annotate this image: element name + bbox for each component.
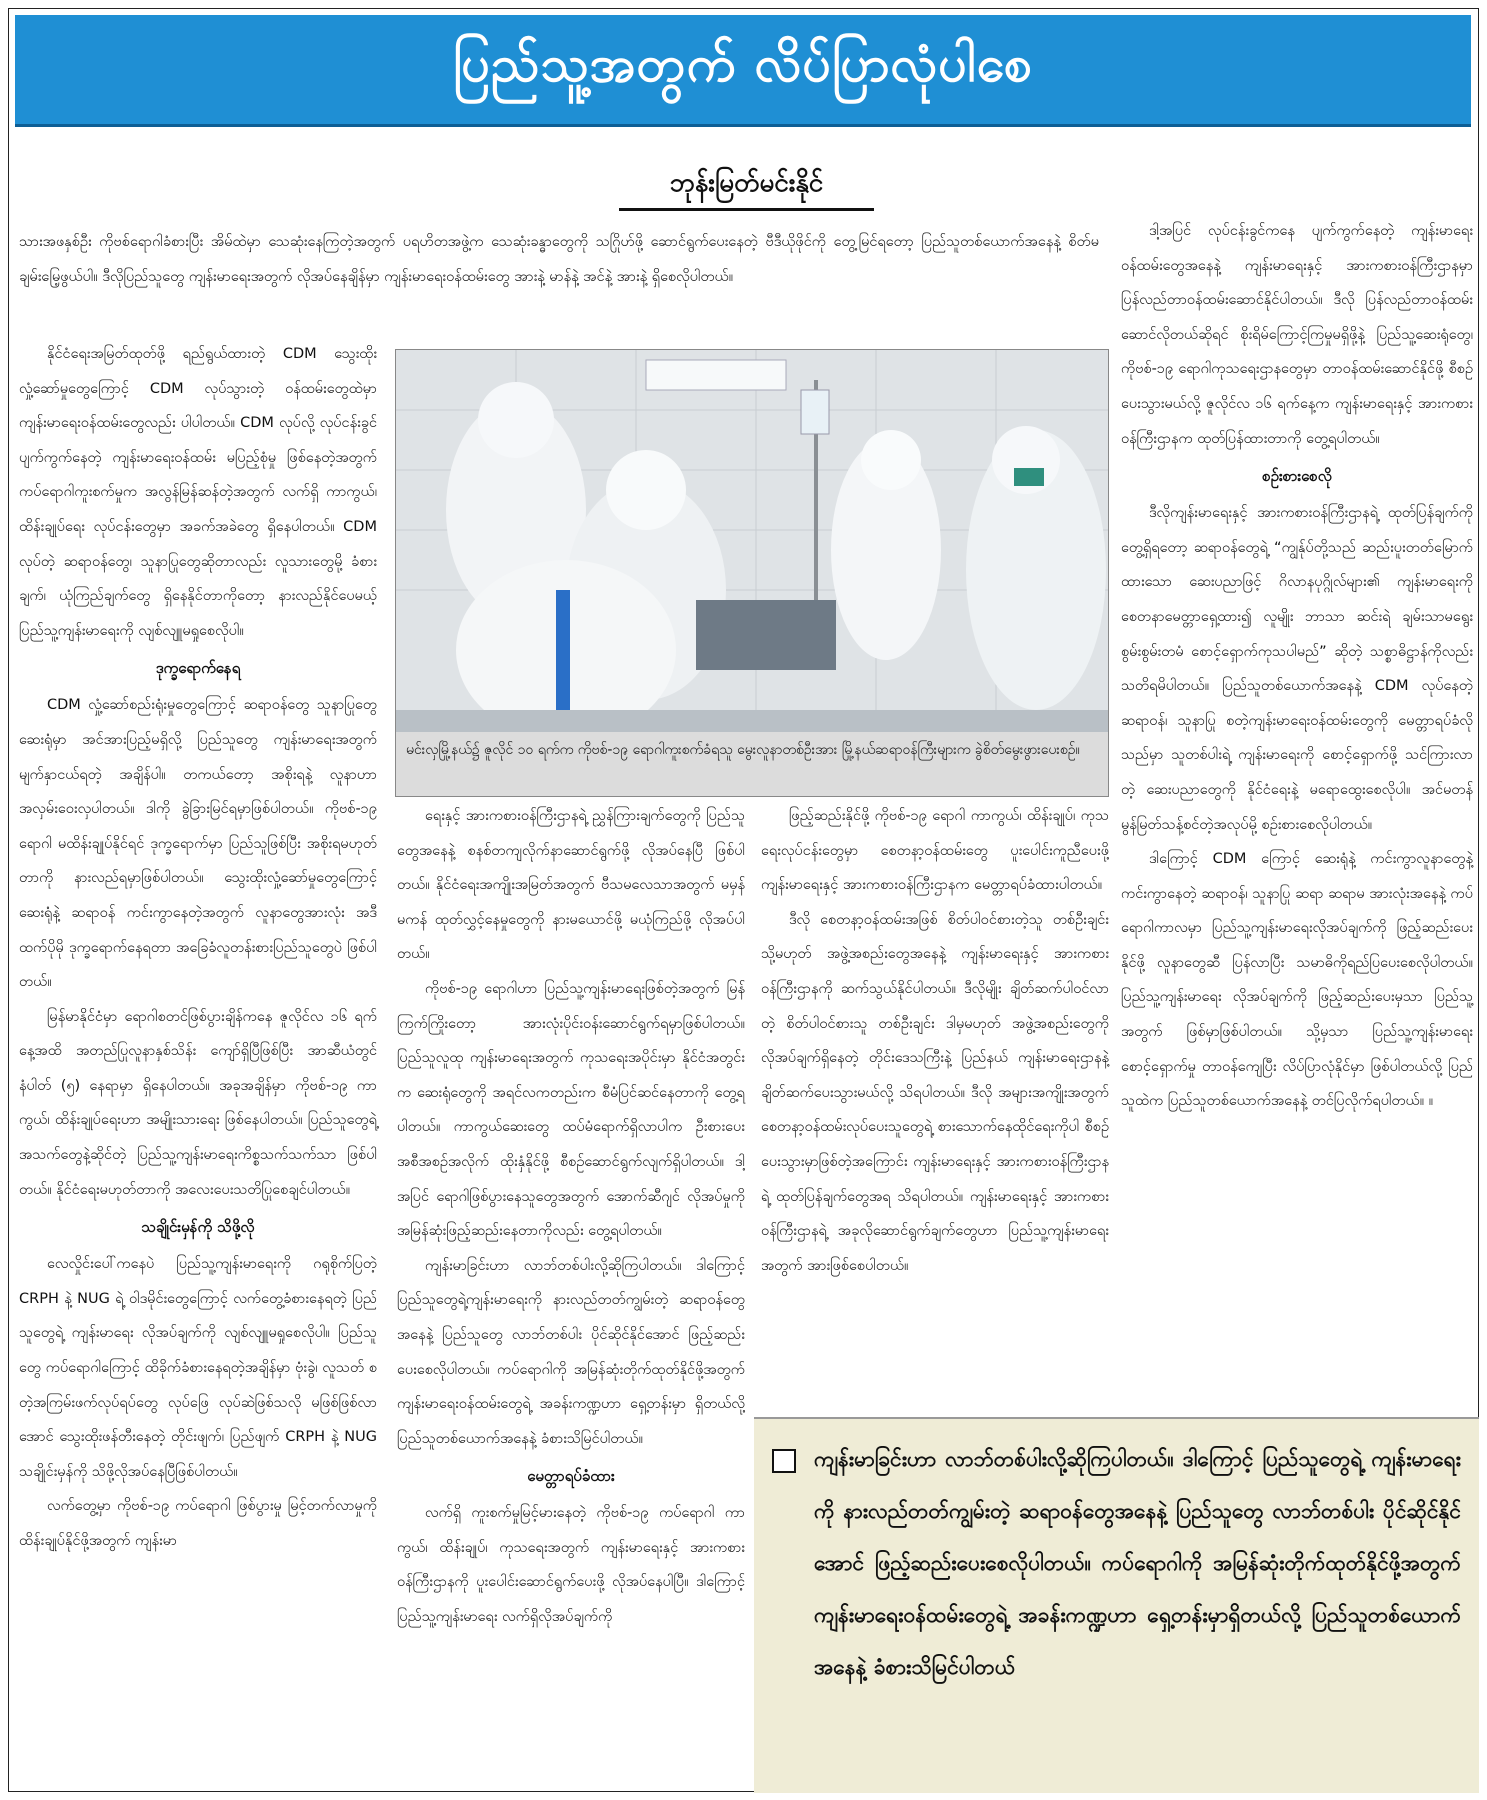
subheading: သချိုင်းမှန်ကို သိဖို့လို: [141, 1218, 255, 1237]
paragraph: ဒါ့အပြင် လုပ်ငန်းခွင်ကနေ ပျက်ကွက်နေတဲ့ ကျန်းမာရေးဝန်ထမ်းတွေအနေနဲ့ ကျန်းမာရေးနှင့် အားကစားဝန်ကြီးဌာနမှာ ပြန်လည်တာဝန်ထမ်းဆောင်နိုင်ပါတယ်။ ဒီလို ပြန်လည်တာဝန်ထမ်းဆောင်လိုတယ်ဆိုရင် စိုးရိမ်ကြောင့်ကြမှုမရှိဖို့နဲ့ ပြည်သူ့ဆေးရုံတွေ၊ ကိုဗစ်-၁၉ ရောဂါကုသရေးဌာနတွေမှာ တာဝန်ထမ်းဆောင်နိုင်ဖို့ စီစဉ်ပေးသွားမယ်လို့ ဇူလိုင်လ ၁၆ ရက်နေ့က ကျန်းမာရေးနှင့် အားကစားဝန်ကြီးဌာနက ထုတ်ပြန်ထားတာကို တွေ့ရပါတယ်။: [1121, 223, 1473, 447]
headline: ပြည်သူ့အတွက် လိပ်ပြာလုံပါစေ: [453, 35, 1033, 93]
column-1: [19, 337, 377, 1559]
paragraph: ဒီလိုကျန်းမာရေးနှင့် အားကစားဝန်ကြီးဌာနရဲ့ ထုတ်ပြန်ချက်ကို တွေ့ရှိရတော့ ဆရာဝန်တွေရဲ့ “ကျွန်ုပ်တို့သည် ဆည်းပူးတတ်မြောက်ထားသော ဆေးပညာဖြင့် ဂိလာနပုဂ္ဂိုလ်များ၏ ကျန်းမာရေးကို စေတနာမေတ္တာရှေ့ထား၍ လူမျိုး ဘာသာ ဆင်းရဲ ချမ်းသာမရွေး စွမ်းစွမ်းတမံ စောင့်ရှောက်ကုသပါမည်” ဆိုတဲ့ သစ္စာဓိဋ္ဌာန်ကိုလည်း သတိရမိပါတယ်။ ပြည်သူတစ်ယောက်အနေနဲ့ CDM လုပ်နေတဲ့ ဆရာဝန်၊ သူနာပြု စတဲ့ကျန်းမာရေးဝန်ထမ်းတွေကို မေတ္တာရပ်ခံလိုသည်မှာ သူတစ်ပါးရဲ့ ကျန်းမာရေးကို စောင့်ရှောက်ဖို့ သင်ကြားလာတဲ့ ဆေးပညာတွေကို နိုင်ငံရေးနဲ့ မရောထွေးစေလိုပါ။ အင်မတန် မွန်မြတ်သန့်စင်တဲ့အလုပ်မို့ စဉ်းစားစေလိုပါတယ်။: [1121, 505, 1473, 833]
paragraph: ကျန်းမာခြင်းဟာ လာဘ်တစ်ပါးလို့ဆိုကြပါတယ်။ ဒါကြောင့် ပြည်သူတွေရဲ့ကျန်းမာရေးကို နားလည်တတ်ကျွမ်းတဲ့ ဆရာဝန်တွေအနေနဲ့ ပြည်သူတွေ လာဘ်တစ်ပါး ပိုင်ဆိုင်နိုင်အောင် ဖြည့်ဆည်းပေးစေလိုပါတယ်။ ကပ်ရောဂါကို အမြန်ဆုံးတိုက်ထုတ်နိုင်ဖို့အတွက် ကျန်းမာရေးဝန်ထမ်းတွေရဲ့ အခန်းကဏ္ဍဟာ ရှေ့တန်းမှာ ရှိတယ်လို့ ပြည်သူတစ်ယောက်အနေနဲ့ ခံစားသိမြင်ပါတယ်။: [397, 1257, 745, 1447]
headline-banner: [15, 15, 1471, 127]
column-2: [397, 799, 745, 1635]
lead-paragraph: သားအဖနှစ်ဦး ကိုဗစ်ရောဂါခံစားပြီး အိမ်ထဲမှာ သေဆုံးနေကြတဲ့အတွက် ပရဟိတအဖွဲ့က သေဆုံးခန္ဓာတွေကို သဂြိုဟ်ဖို့ ဆောင်ရွက်ပေးနေတဲ့ ဗီဒီယိုဖိုင်ကို တွေ့မြင်ရတော့ ပြည်သူတစ်ယောက်အနေနဲ့ စိတ်မချမ်းမြေ့ဖွယ်ပါ။ ဒီလိုပြည်သူတွေ ကျန်းမာရေးအတွက် လိုအပ်နေချိန်မှာ ကျန်းမာရေးဝန်ထမ်းတွေ အားနဲ့ မာန်နဲ့ အင်နဲ့ အားနဲ့ ရှိစေလိုပါတယ်။: [19, 234, 1099, 285]
byline: ဘုန်းမြတ်မင်းနိုင်: [619, 159, 874, 211]
photo-caption: မင်းလှမြို့နယ်၌ ဇူလိုင် ၁၀ ရက်က ကိုဗစ်-၁၉ ရောဂါကူးစက်ခံရသူ မွေးလူနာတစ်ဦးအား မြို့နယ်ဆရာဝန်ကြီးများက ခွဲစိတ်မွေးဖွားပေးစဉ်။: [396, 732, 1108, 796]
paragraph: ဒါကြောင့် CDM ကြောင့် ဆေးရုံနဲ့ ကင်းကွာလူနာတွေနဲ့ ကင်းကွာနေတဲ့ ဆရာဝန်၊ သူနာပြု ဆရာ ဆရာမ အားလုံးအနေနဲ့ ကပ်ရောဂါကာလမှာ ပြည်သူ့ကျန်းမာရေးလိုအပ်ချက်ကို ဖြည့်ဆည်းပေးနိုင်ဖို့ လူနာတွေဆီ ပြန်လာပြီး သမာဓိကိုရည်ပြပေးစေလိုပါတယ်။ ပြည်သူ့ကျန်းမာရေး လိုအပ်ချက်ကို ဖြည့်ဆည်းပေးမှသာ ပြည်သူ့အတွက် ဖြစ်မှာဖြစ်ပါတယ်။ သို့မှသာ ပြည်သူ့ကျန်းမာရေးစောင့်ရှောက်မှု တာဝန်ကျေပြီး လိပ်ပြာလုံနိုင်မှာ ဖြစ်ပါတယ်လို့ ပြည်သူထဲက ပြည်သူတစ်ယောက်အနေနဲ့ တင်ပြလိုက်ရပါတယ်။ ။: [1121, 851, 1473, 1110]
subheading: စဉ်းစားစေလို: [1262, 467, 1332, 486]
pull-quote: [754, 1417, 1479, 1793]
pull-quote-text: ကျန်းမာခြင်းဟာ လာဘ်တစ်ပါးလို့ဆိုကြပါတယ်။ ဒါကြောင့် ပြည်သူတွေရဲ့ ကျန်းမာရေးကို နားလည်တတ်ကျွမ်းတဲ့ ဆရာဝန်တွေအနေနဲ့ ပြည်သူတွေ လာဘ်တစ်ပါး ပိုင်ဆိုင်နိုင်အောင် ဖြည့်ဆည်းပေးစေလိုပါတယ်။ ကပ်ရောဂါကို အမြန်ဆုံးတိုက်ထုတ်နိုင်ဖို့အတွက် ကျန်းမာရေးဝန်ထမ်းတွေရဲ့ အခန်းကဏ္ဍဟာ ရှေ့တန်းမှာရှိတယ်လို့ ပြည်သူတစ်ယောက်အနေနဲ့ ခံစားသိမြင်ပါတယ်: [814, 1447, 1461, 1679]
paragraph: နိုင်ငံရေးအမြတ်ထုတ်ဖို့ ရည်ရွယ်ထားတဲ့ CDM သွေးထိုးလှုံ့ဆော်မှုတွေကြောင့် CDM လုပ်သွားတဲ့ ဝန်ထမ်းတွေထဲမှာ ကျန်းမာရေးဝန်ထမ်းတွေလည်း ပါပါတယ်။ CDM လုပ်လို့ လုပ်ငန်းခွင် ပျက်ကွက်နေတဲ့ ကျန်းမာရေးဝန်ထမ်း မပြည့်စုံမှု ဖြစ်နေတဲ့အတွက် ကပ်ရောဂါကူးစက်မှုက အလွန်မြန်ဆန်တဲ့အတွက် လက်ရှိ ကာကွယ်၊ ထိန်းချုပ်ရေး လုပ်ငန်းတွေမှာ အခက်အခဲတွေ ရှိနေပါတယ်။ CDM လုပ်တဲ့ ဆရာဝန်တွေ၊ သူနာပြုတွေဆိုတာလည်း လူသားတွေမို့ ခံစားချက်၊ ယုံကြည်ချက်တွေ ရှိနေနိုင်တာကိုတော့ နားလည်နိုင်ပေမယ့် ပြည်သူ့ကျန်းမာရေးကို လျစ်လျူမရှုစေလိုပါ။: [19, 346, 377, 639]
paragraph: ရေးနှင့် အားကစားဝန်ကြီးဌာနရဲ့ ညွှန်ကြားချက်တွေကို ပြည်သူတွေအနေနဲ့ စနစ်တကျလိုက်နာဆောင်ရွက်ဖို့ လိုအပ်နေပြီ ဖြစ်ပါတယ်။ နိုင်ငံရေးအကျိုးအမြတ်အတွက် ဗီသမလေသာအတွက် မမှန်မကန် ထုတ်လွှင့်နေမှုတွေကို နားမယောင်ဖို့ မယုံကြည်ဖို့ လိုအပ်ပါတယ်။: [397, 808, 745, 963]
operating-room-illustration: [396, 350, 1109, 734]
news-photo: [395, 349, 1109, 797]
paragraph: CDM လှုံ့ဆော်စည်းရုံးမှုတွေကြောင့် ဆရာဝန်တွေ သူနာပြုတွေ ဆေးရုံမှာ အင်အားပြည့်မရှိလို့ ပြည်သူတွေ ကျန်းမာရေးအတွက် မျက်နှာငယ်ရတဲ့ အချိန်ပါ။ တကယ်တော့ အစိုးရနဲ့ လူနာဟာ အလှမ်းဝေးလှပါတယ်။ ဒါကို ခွဲခြားမြင်ရမှာဖြစ်ပါတယ်။ ကိုဗစ်-၁၉ ရောဂါ မထိန်းချုပ်နိုင်ရင် ဒုက္ခရောက်မှာ ပြည်သူဖြစ်ပြီး အစိုးရမဟုတ်တာကို နားလည်ရမှာဖြစ်ပါတယ်။ သွေးထိုးလှုံ့ဆော်မှုတွေကြောင့် ဆေးရုံနဲ့ ဆရာဝန် ကင်းကွာနေတဲ့အတွက် လူနာတွေအားလုံး အဒီထက်ပိုမို ဒုက္ခရောက်နေရတာ အခြေခံလူတန်းစားပြည်သူတွေပဲ ဖြစ်ပါတယ်။: [19, 697, 377, 991]
paragraph: ဖြည့်ဆည်းနိုင်ဖို့ ကိုဗစ်-၁၉ ရောဂါ ကာကွယ်၊ ထိန်းချုပ်၊ ကုသရေးလုပ်ငန်းတွေမှာ စေတနာ့ဝန်ထမ်းတွေ ပူးပေါင်းကူညီပေးဖို့ ကျန်းမာရေးနှင့် အားကစားဝန်ကြီးဌာနက မေတ္တာရပ်ခံထားပါတယ်။: [761, 808, 1109, 894]
column-3: [761, 799, 1109, 1283]
paragraph: မြန်မာနိုင်ငံမှာ ရောဂါစတင်ဖြစ်ပွားချိန်ကနေ ဇူလိုင်လ ၁၆ ရက်နေ့အထိ အတည်ပြုလူနာနှစ်သိန်း ကျော်ရှိပြီဖြစ်ပြီး အာဆီယံတွင် နံပါတ် (၅) နေရာမှာ ရှိနေပါတယ်။ အခုအချိန်မှာ ကိုဗစ်-၁၉ ကာကွယ်၊ ထိန်းချုပ်ရေးဟာ အမျိုးသားရေး ဖြစ်နေပါတယ်။ ပြည်သူတွေရဲ့ အသက်တွေနဲ့ဆိုင်တဲ့ ပြည်သူ့ကျန်းမာရေးကိစ္စသက်သက်သာ ဖြစ်ပါတယ်။ နိုင်ငံရေးမဟုတ်တာကို အလေးပေးသတိပြုစေချင်ပါတယ်။: [19, 1008, 377, 1198]
paragraph: ဒီလို စေတနာ့ဝန်ထမ်းအဖြစ် စိတ်ပါဝင်စားတဲ့သူ တစ်ဦးချင်း သို့မဟုတ် အဖွဲ့အစည်းတွေအနေနဲ့ ကျန်းမာရေးနှင့် အားကစားဝန်ကြီးဌာနကို ဆက်သွယ်နိုင်ပါတယ်။ ဒီလိုမျိုး ချိတ်ဆက်ပါဝင်လာတဲ့ စိတ်ပါဝင်စားသူ တစ်ဦးချင်း ဒါမှမဟုတ် အဖွဲ့အစည်းတွေကို လိုအပ်ချက်ရှိနေတဲ့ တိုင်းဒေသကြီးနဲ့ ပြည်နယ် ကျန်းမာရေးဌာနနဲ့ ချိတ်ဆက်ပေးသွားမယ်လို့ သိရပါတယ်။ ဒီလို အများအကျိုးအတွက် စေတနာ့ဝန်ထမ်းလုပ်ပေးသူတွေရဲ့ စားသောက်နေထိုင်ရေးကိုပါ စီစဉ်ပေးသွားမှာဖြစ်တဲ့အကြောင်း ကျန်းမာရေးနှင့် အားကစားဝန်ကြီးဌာနရဲ့ ထုတ်ပြန်ချက်တွေအရ သိရပါတယ်။ ကျန်းမာရေးနှင့် အားကစားဝန်ကြီးဌာနရဲ့ အခုလိုဆောင်ရွက်ချက်တွေဟာ ပြည်သူ့ကျန်းမာရေးအတွက် အားဖြစ်စေပါတယ်။: [761, 911, 1109, 1274]
subheading: မေတ္တာရပ်ခံထား: [527, 1467, 615, 1486]
paragraph: ကိုဗစ်-၁၉ ရောဂါဟာ ပြည်သူ့ကျန်းမာရေးဖြစ်တဲ့အတွက် မြန်ကြက်ကြိုးတော့ အားလုံးပိုင်းဝန်းဆောင်ရွက်ရမှာဖြစ်ပါတယ်။ ပြည်သူလူထု ကျန်းမာရေးအတွက် ကုသရေးအပိုင်းမှာ နိုင်ငံအတွင်းက ဆေးရုံတွေကို အရင်လကတည်းက စီမံပြင်ဆင်နေတာကို တွေ့ရပါတယ်။ ကာကွယ်ဆေးတွေ ထပ်မံရောက်ရှိလာပါက ဦးစားပေးအစီအစဉ်အလိုက် ထိုးနှံနိုင်ဖို့ စီစဉ်ဆောင်ရွက်လျက်ရှိပါတယ်။ ဒါ့အပြင် ရောဂါဖြစ်ပွားနေသူတွေအတွက် အောက်ဆီဂျင် လိုအပ်မှုကို အမြန်ဆုံးဖြည့်ဆည်းနေတာကိုလည်း တွေ့ရပါတယ်။: [397, 980, 745, 1240]
checkbox-icon: [772, 1449, 796, 1473]
subheading: ဒုက္ခရောက်နေရ: [155, 659, 241, 678]
column-4: [1121, 214, 1473, 1119]
newspaper-page: [8, 8, 1479, 1792]
paragraph: လက်တွေ့မှာ ကိုဗစ်-၁၉ ကပ်ရောဂါ ဖြစ်ပွားမှု မြင့်တက်လာမှုကို ထိန်းချုပ်နိုင်ဖို့အတွက် ကျန်းမာ: [19, 1498, 377, 1549]
paragraph: လေလှိုင်းပေါ်ကနေပဲ ပြည်သူ့ကျန်းမာရေးကို ဂရုစိုက်ပြတဲ့ CRPH နဲ့ NUG ရဲ့ ဝါဒမိုင်းတွေကြောင့် လက်တွေ့ခံစားနေရတဲ့ ပြည်သူတွေရဲ့ ကျန်းမာရေး လိုအပ်ချက်ကို လျစ်လျူမရှုစေလိုပါ။ ပြည်သူတွေ ကပ်ရောဂါကြောင့် ထိခိုက်ခံစားနေရတဲ့အချိန်မှာ ဗုံးခွဲ၊ လူသတ် စတဲ့အကြမ်းဖက်လုပ်ရပ်တွေ လုပ်ဖြေ လုပ်ဆဲဖြစ်သလို မဖြစ်ဖြစ်လာအောင် သွေးထိုးဖန်တီးနေတဲ့ တိုင်းဖျက်၊ ပြည်ဖျက် CRPH နဲ့ NUG သချိုင်းမှန်ကို သိဖို့လိုအပ်နေပြီဖြစ်ပါတယ်။: [19, 1256, 377, 1480]
paragraph: လက်ရှိ ကူးစက်မှုမြင့်မားနေတဲ့ ကိုဗစ်-၁၉ ကပ်ရောဂါ ကာကွယ်၊ ထိန်းချုပ်၊ ကုသရေးအတွက် ကျန်းမာရေးနှင့် အားကစားဝန်ကြီးဌာနကို ပူးပေါင်းဆောင်ရွက်ပေးဖို့ လိုအပ်နေပါပြီ။ ဒါကြောင့် ပြည်သူ့ကျန်းမာရေး လက်ရှိလိုအပ်ချက်ကို: [397, 1505, 745, 1626]
